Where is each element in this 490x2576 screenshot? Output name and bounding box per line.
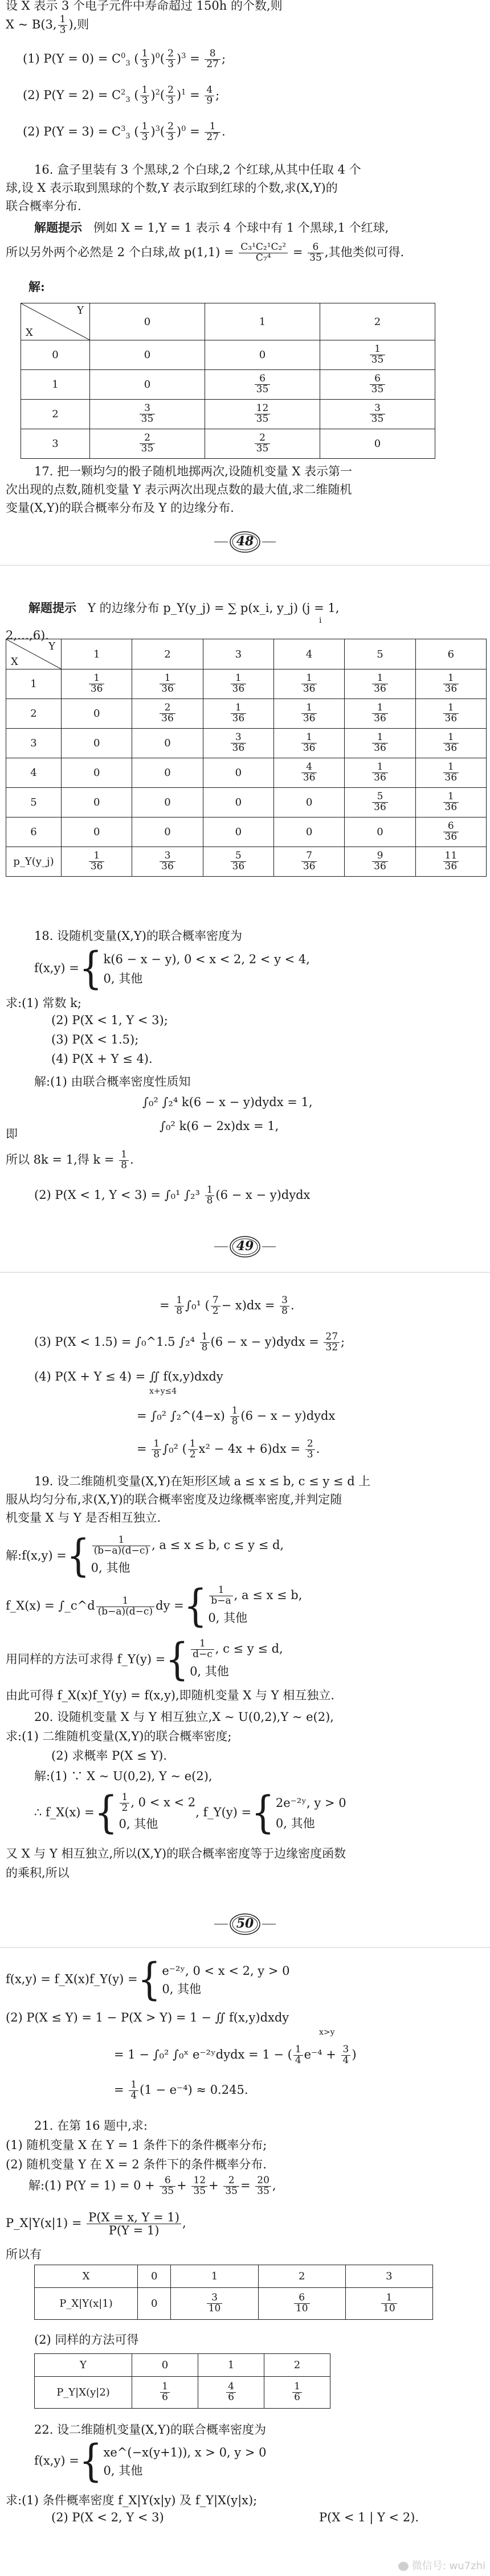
fraction: $\frac{2}{35}$: [255, 433, 271, 454]
result-k: 所以 8k = 1,得 k = $\frac{1}{8}$ .: [6, 1149, 134, 1171]
fraction: $\frac{1}{3}$: [58, 15, 68, 36]
cell: 0: [273, 788, 344, 817]
fraction: $\frac{2}{35}$: [140, 433, 156, 454]
cell: 0: [62, 758, 132, 788]
page-divider: [0, 565, 490, 566]
question-18: 18. 设随机变量(X,Y)的联合概率密度为: [34, 929, 242, 943]
watermark: 微信号: wu7zhi: [398, 2558, 485, 2573]
cell-fraction: [132, 2377, 198, 2409]
ask-1: (1) 随机变量 X 在 Y = 1 条件下的条件概率分布;: [6, 2138, 267, 2152]
p-result: = $\frac{1}{4}$ (1 − e⁻⁴) ≈ 0.245.: [114, 2079, 248, 2101]
cell-fraction: $\frac{1}{36}$: [345, 758, 415, 788]
col-header: 0: [90, 303, 205, 340]
row-header: p_Y(y_j): [6, 847, 62, 877]
ask-2: (2) 求概率 P(X ≤ Y).: [51, 1749, 168, 1762]
marginal-y: 用同样的方法可求得 f_Y(y) ={ $\frac{1}{d-c}$ , c ≤ y ≤ d, 0, 其他: [6, 1634, 283, 1686]
cell: 0: [62, 817, 132, 847]
wechat-icon: [398, 2562, 409, 2571]
question-19: 19. 设二维随机变量(X,Y)在矩形区域 a ≤ x ≤ b, c ≤ y ≤ d 上: [34, 1474, 371, 1488]
fraction: $\frac{3}{35}$: [370, 404, 386, 425]
fraction: $\frac{1}{35}$: [370, 344, 386, 365]
cell: 0: [273, 817, 344, 847]
cell-fraction: $\frac{4}{36}$: [273, 758, 344, 788]
joint-density: 解:f(x,y) ={ $\frac{1}{(b-a)(d-c)}$ , a ≤ x ≤ b, c ≤ y ≤ d, 0, 其他: [6, 1531, 284, 1582]
p2-result: = $\frac{1}{8}$ ∫₀¹ ( $\frac{7}{2}$ − x)dx = $\frac{3}{8}$ .: [160, 1295, 295, 1317]
row-header: 4: [6, 758, 62, 788]
fraction: $\frac{1}{(b-a)(d-c)}$: [96, 1596, 154, 1617]
table-row: [6, 729, 487, 758]
question-20: 20. 设随机变量 X 与 Y 相互独立,X ~ U(0,2),Y ~ e(2),: [34, 1710, 334, 1724]
col-header: 2: [264, 2354, 330, 2377]
cell: 0: [132, 817, 203, 847]
hint-tail: 2,…,6).: [6, 628, 49, 642]
cell-fraction: $\frac{2}{36}$: [132, 699, 203, 729]
conditional-formula: P_X|Y(x|1) = $\frac{P(X = x, Y = 1)}{P(Y = 1)}$ ,: [6, 2211, 186, 2238]
conclusion: 由此可得 f_X(x)f_Y(y) = f(x,y),即随机变量 X 与 Y 相互独立.: [6, 1688, 334, 1702]
joint-distribution-table-16: [21, 303, 435, 459]
text-line: X ~ B(3, $\frac{1}{3}$ ),则: [6, 14, 89, 36]
table-row: [6, 699, 487, 729]
p4-step2: = ∫₀² ∫₂^(4−x) $\frac{1}{8}$ (6 − x − y)dydx: [137, 1405, 336, 1427]
fraction: $\frac{7}{2}$: [211, 1296, 220, 1317]
density-definition: f(x,y) ={k(6 − x − y), 0 < x < 2, 2 < y < 4, 0, 其他: [34, 943, 310, 995]
table-row: [21, 400, 435, 429]
fraction: $\frac{1}{8}$: [152, 1439, 161, 1460]
fraction: $\frac{1}{8}$: [174, 1296, 184, 1317]
cell-fraction: [258, 2288, 345, 2320]
independence-text: 又 X 与 Y 相互独立,所以(X,Y)的联合概率密度等于边缘密度函数: [6, 1847, 346, 1860]
question-21: 21. 在第 16 题中,求:: [34, 2119, 148, 2133]
cell: 0: [203, 758, 273, 788]
hint-16: [34, 219, 389, 236]
table-row: [6, 758, 487, 788]
value-8-27: $\frac{8}{27}$: [205, 49, 220, 70]
ask-2: (2) P(X < 2, Y < 3): [51, 2511, 164, 2524]
row-header: 3: [6, 729, 62, 758]
fraction: $\frac{1}{(b-a)(d-c)}$: [92, 1535, 150, 1556]
cell-fraction: $\frac{9}{36}$: [345, 847, 415, 877]
cell-fraction: [320, 370, 435, 400]
cell-fraction: $\frac{1}{36}$: [415, 729, 486, 758]
fraction: $\frac{6}{10}$: [294, 2293, 310, 2314]
sum-subscript: i: [319, 616, 322, 625]
col-header: 0: [132, 2354, 198, 2377]
table-row: [21, 429, 435, 459]
cell-fraction: $\frac{7}{36}$: [273, 847, 344, 877]
question-16-line3: 联合概率分布.: [6, 199, 81, 213]
question-17-line2: 次出现的点数,随机变量 Y 表示两次出现点数的最大值,求二维随机: [6, 483, 352, 496]
independence-text-2: 的乘积,所以: [6, 1866, 70, 1880]
fraction: $\frac{20}{35}$: [255, 2176, 271, 2197]
fraction: $\frac{1}{10}$: [381, 2293, 397, 2314]
col-header: 2: [132, 639, 203, 669]
marginal-row: [6, 847, 487, 877]
table-row: [6, 788, 487, 817]
cell-fraction: [198, 2377, 264, 2409]
cell-fraction: $\frac{5}{36}$: [203, 847, 273, 877]
col-header: 2: [258, 2265, 345, 2288]
hint-label: 解题提示: [34, 220, 82, 235]
hint-17: [28, 599, 339, 616]
region-subscript: x+y≤4: [149, 1387, 177, 1396]
fraction: $\frac{2}{35}$: [223, 2176, 239, 2197]
cell: 0: [132, 788, 203, 817]
fraction: $\frac{1}{4}$: [129, 2080, 138, 2101]
p-y-eq-1: 解:(1) P(Y = 1) = 0 + $\frac{6}{35}$ + $\frac{12}{35}$ + $\frac{2}{35}$ = $\frac{20}{35}$ ,: [28, 2175, 276, 2197]
cell: 0: [90, 370, 205, 400]
table-corner: [21, 303, 90, 340]
fraction: $\frac{1}{6}$: [292, 2382, 302, 2403]
p2-expression: (2) P(X < 1, Y < 3) = ∫₀¹ ∫₂³ $\frac{1}{8}$ (6 − x − y)dydx: [34, 1184, 311, 1206]
text-same-method: (2) 同样的方法可得: [34, 2333, 139, 2347]
fraction: $\frac{27}{32}$: [324, 1332, 340, 1353]
cell-fraction: $\frac{3}{36}$: [203, 729, 273, 758]
ask-4: (4) P(X + Y ≤ 4).: [51, 1052, 153, 1066]
ask-1: 求:(1) 二维随机变量(X,Y)的联合概率密度;: [6, 1729, 232, 1743]
ask-2: (2) P(X < 1, Y < 3);: [51, 1013, 168, 1027]
cell-fraction: [205, 429, 320, 459]
cell: 0: [62, 788, 132, 817]
cell-fraction: [171, 2288, 258, 2320]
cell-fraction: $\frac{1}{36}$: [415, 699, 486, 729]
col-header: 5: [345, 639, 415, 669]
fraction: $\frac{6}{35}$: [255, 374, 271, 395]
probability-y3: (2) $P(Y = 3) = C^3_3$ ( $\frac{1}{3}$ )$^3$( $\frac{2}{3}$ )$^0$ = $\frac{1}{27}$ .: [23, 121, 226, 143]
ask-tail: P(X < 1 | Y < 2).: [319, 2511, 419, 2524]
p3-expression: (3) P(X < 1.5) = ∫₀^1.5 ∫₂⁴ $\frac{1}{8}$ (6 − x − y)dydx = $\frac{27}{32}$ ;: [34, 1331, 345, 1353]
row-header: 3: [21, 429, 90, 459]
col-header: 3: [345, 2265, 432, 2288]
cell-fraction: $\frac{11}{36}$: [415, 847, 486, 877]
hint-label: 解题提示: [28, 601, 76, 615]
question-16-line2: 球,设 X 表示取到黑球的个数,Y 表示取到红球的个数,求(X,Y)的: [6, 181, 338, 195]
question-22: 22. 设二维随机变量(X,Y)的联合概率密度为: [34, 2423, 266, 2437]
marginals: ∴ f_X(x) ={ $\frac{1}{2}$ , 0 < x < 2 0, 其他, f_Y(y) ={2e⁻²ʸ, y > 0 0, 其他: [34, 1788, 346, 1839]
col-header: 1: [198, 2354, 264, 2377]
cell: 0: [203, 817, 273, 847]
page-divider: [0, 1947, 490, 1948]
solution-step: 解:(1) ∵ X ~ U(0,2), Y ~ e(2),: [34, 1769, 213, 1783]
cell: 0: [320, 429, 435, 459]
cell-fraction: $\frac{1}{36}$: [415, 669, 486, 699]
fraction: $\frac{1}{4}$: [293, 2045, 303, 2066]
ask-1: 求:(1) 常数 k;: [6, 996, 81, 1010]
fraction: $\frac{3}{4}$: [341, 2045, 351, 2066]
probability-y0: (1) $P(Y = 0) = C^0_3$ ( $\frac{1}{3}$ )$^0$( $\frac{2}{3}$ )$^3$ = $\frac{8}{27}$ ;: [23, 48, 226, 70]
row-header: P_Y|X(y|2): [35, 2377, 132, 2409]
fraction: $\frac{6}{35}$: [160, 2176, 175, 2197]
table-corner: [6, 639, 62, 669]
fraction: $\frac{1}{b-a}$: [209, 1585, 232, 1607]
row-header: 1: [21, 370, 90, 400]
p-step2: = 1 − ∫₀² ∫₀ˣ e⁻²ʸdydx = 1 − ( $\frac{1}{4}$ e⁻⁴ + $\frac{3}{4}$ ): [114, 2044, 357, 2066]
conditional-table-y-given-x: [34, 2353, 330, 2409]
row-header: P_X|Y(x|1): [35, 2288, 138, 2320]
cell: 0: [132, 729, 203, 758]
cell-fraction: $\frac{1}{36}$: [203, 669, 273, 699]
col-header: Y: [35, 2354, 132, 2377]
cell-fraction: $\frac{1}{36}$: [203, 699, 273, 729]
cell: 0: [90, 340, 205, 370]
fraction: $\frac{3}{35}$: [140, 404, 156, 425]
cell-fraction: [205, 400, 320, 429]
cell: 0: [132, 758, 203, 788]
row-header: 5: [6, 788, 62, 817]
integral-equation-1: ∫₀² ∫₂⁴ k(6 − x − y)dydx = 1,: [142, 1095, 313, 1109]
case-1: k(6 − x − y), 0 < x < 2, 2 < y < 4,: [103, 952, 310, 966]
cell-fraction: $\frac{1}{36}$: [62, 847, 132, 877]
row-header: 2: [6, 699, 62, 729]
p4-result: = $\frac{1}{8}$ ∫₀² ( $\frac{1}{2}$ x² − 4x + 6)dx = $\frac{2}{3}$ .: [137, 1438, 320, 1460]
question-17: 17. 把一颗均匀的骰子随机地掷两次,设随机变量 X 表示第一: [34, 465, 353, 478]
question-17-line3: 变量(X,Y)的联合概率分布及 Y 的边缘分布.: [6, 501, 234, 515]
cell: 0: [203, 788, 273, 817]
ask-1: 求:(1) 条件概率密度 f_X|Y(x|y) 及 f_Y|X(y|x);: [6, 2493, 258, 2507]
row-header: 1: [6, 669, 62, 699]
cell: 0: [345, 817, 415, 847]
fraction: $\frac{4}{6}$: [226, 2382, 236, 2403]
fraction: $\frac{1}{8}$: [230, 1406, 240, 1427]
page-number-49: 49: [211, 1234, 279, 1259]
conditional-table-x-given-y: [34, 2265, 433, 2320]
fraction: $\frac{1}{8}$: [205, 1185, 215, 1206]
cell-fraction: $\frac{1}{36}$: [415, 788, 486, 817]
region-subscript: x>y: [319, 2028, 335, 2037]
page-number-50: 50: [211, 1912, 279, 1937]
col-header: 1: [62, 639, 132, 669]
hint-text: Y 的边缘分布 p_Y(y_j) = ∑ p(x_i, y_j) (j = 1,: [88, 601, 340, 615]
x-label: X: [11, 656, 18, 668]
fraction: $\frac{3}{10}$: [207, 2293, 223, 2314]
cell-fraction: $\frac{6}{36}$: [415, 817, 486, 847]
cell-fraction: $\frac{1}{36}$: [62, 669, 132, 699]
y-label: Y: [77, 305, 84, 317]
cell-fraction: $\frac{1}{36}$: [273, 699, 344, 729]
cell-fraction: [320, 340, 435, 370]
cell: 0: [138, 2288, 171, 2320]
fraction: $\frac{1}{2}$: [120, 1793, 129, 1814]
cell-fraction: [320, 400, 435, 429]
marginal-x: f_X(x) = ∫_c^d $\frac{1}{(b-a)(d-c)}$ dy ={ $\frac{1}{b-a}$ , a ≤ x ≤ b, 0, 其他: [6, 1581, 303, 1632]
fraction: $\frac{12}{35}$: [255, 404, 271, 425]
table-row: [21, 340, 435, 370]
hint-text: 例如 X = 1,Y = 1 表示 4 个球中有 1 个黑球,1 个红球,: [93, 221, 389, 235]
cell-fraction: $\frac{1}{36}$: [273, 669, 344, 699]
cell-fraction: [264, 2377, 330, 2409]
page-divider: [0, 1272, 490, 1273]
case-2: 0, 其他: [103, 972, 143, 985]
cell: 0: [62, 729, 132, 758]
question-16: 16. 盒子里装有 3 个黑球,2 个白球,2 个红球,从其中任取 4 个: [34, 163, 361, 176]
question-19-line2: 服从均匀分布,求(X,Y)的联合概率密度及边缘概率密度,并判定随: [6, 1493, 342, 1506]
row-header: 2: [21, 400, 90, 429]
page-number-48: 48: [211, 529, 279, 554]
fraction: $\frac{1}{8}$: [200, 1332, 210, 1353]
fraction: $\frac{6}{35}$: [370, 374, 386, 395]
joint-density-20: f(x,y) = f_X(x)f_Y(y) ={e⁻²ʸ, 0 < x < 2, y > 0 0, 其他: [6, 1954, 290, 2006]
row-header: 0: [21, 340, 90, 370]
fraction: $\frac{1}{2}$: [188, 1439, 198, 1460]
cell: 0: [205, 340, 320, 370]
text-so: 所以有: [6, 2248, 42, 2261]
cell-fraction: $\frac{3}{36}$: [132, 847, 203, 877]
y-label: Y: [48, 640, 55, 652]
cell-fraction: [90, 429, 205, 459]
cell-fraction: $\frac{1}{36}$: [345, 699, 415, 729]
fraction: $\frac{1}{6}$: [160, 2382, 170, 2403]
col-header: 1: [171, 2265, 258, 2288]
fraction: $\frac{12}{35}$: [191, 2176, 207, 2197]
cell-fraction: $\frac{1}{36}$: [415, 758, 486, 788]
col-header: X: [35, 2265, 138, 2288]
row-header: 6: [6, 817, 62, 847]
cell-fraction: $\frac{1}{36}$: [345, 729, 415, 758]
x-label: X: [26, 327, 33, 339]
cell-fraction: [90, 400, 205, 429]
ask-2: (2) 随机变量 Y 在 X = 2 条件下的条件概率分布.: [6, 2158, 267, 2171]
question-19-line3: 机变量 X 与 Y 是否相互独立.: [6, 1511, 161, 1525]
cell-fraction: [205, 370, 320, 400]
p4-expression: (4) P(X + Y ≤ 4) = ∬ f(x,y)dxdy: [34, 1370, 223, 1383]
cell: 0: [62, 699, 132, 729]
fraction: $\frac{2}{3}$: [305, 1439, 315, 1460]
col-header: 2: [320, 303, 435, 340]
table-row: [6, 817, 487, 847]
text-line: 设 X 表示 3 个电子元件中寿命超过 150h 的个数,则: [6, 0, 283, 13]
col-header: 6: [415, 639, 486, 669]
solution-step: 解:(1) 由联合概率密度性质知: [34, 1075, 191, 1088]
cell-fraction: $\frac{1}{36}$: [345, 669, 415, 699]
col-header: 3: [203, 639, 273, 669]
integral-equation-2: ∫₀² k(6 − 2x)dx = 1,: [160, 1119, 279, 1133]
cell-fraction: $\frac{1}{36}$: [273, 729, 344, 758]
p-x-le-y: (2) P(X ≤ Y) = 1 − P(X > Y) = 1 − ∬ f(x,y)dxdy: [6, 2011, 289, 2024]
col-header: 4: [273, 639, 344, 669]
ask-3: (3) P(X < 1.5);: [51, 1033, 139, 1046]
table-row: [6, 669, 487, 699]
fraction: $\frac{3}{8}$: [280, 1296, 289, 1317]
joint-distribution-table-17: [6, 639, 487, 877]
density-22: f(x,y) ={xe^(−x(y+1)), x > 0, y > 0 0, 其他: [34, 2436, 267, 2487]
hint-16-line2: 所以另外两个必然是 2 个白球,故 p(1,1) = $\frac{\text{C₃¹C₂¹C₂²}}{\text{C₇⁴}}$ = $\frac{6}{35}$ ,其他类似可得.: [6, 241, 405, 264]
table-row: [21, 370, 435, 400]
fraction: $\frac{1}{d-c}$: [191, 1639, 214, 1660]
cell-fraction: $\frac{5}{36}$: [345, 788, 415, 817]
cell-fraction: $\frac{1}{36}$: [132, 669, 203, 699]
col-header: 1: [205, 303, 320, 340]
solution-label: 解:: [28, 280, 45, 294]
col-header: 0: [138, 2265, 171, 2288]
fraction: $\frac{1}{8}$: [119, 1150, 129, 1171]
text-ji: 即: [6, 1127, 18, 1141]
probability-y2: (2) $P(Y = 2) = C^2_3$ ( $\frac{1}{3}$ )$^2$( $\frac{2}{3}$ )$^1$ = $\frac{4}{9}$ ;: [23, 84, 220, 106]
cell-fraction: [345, 2288, 432, 2320]
